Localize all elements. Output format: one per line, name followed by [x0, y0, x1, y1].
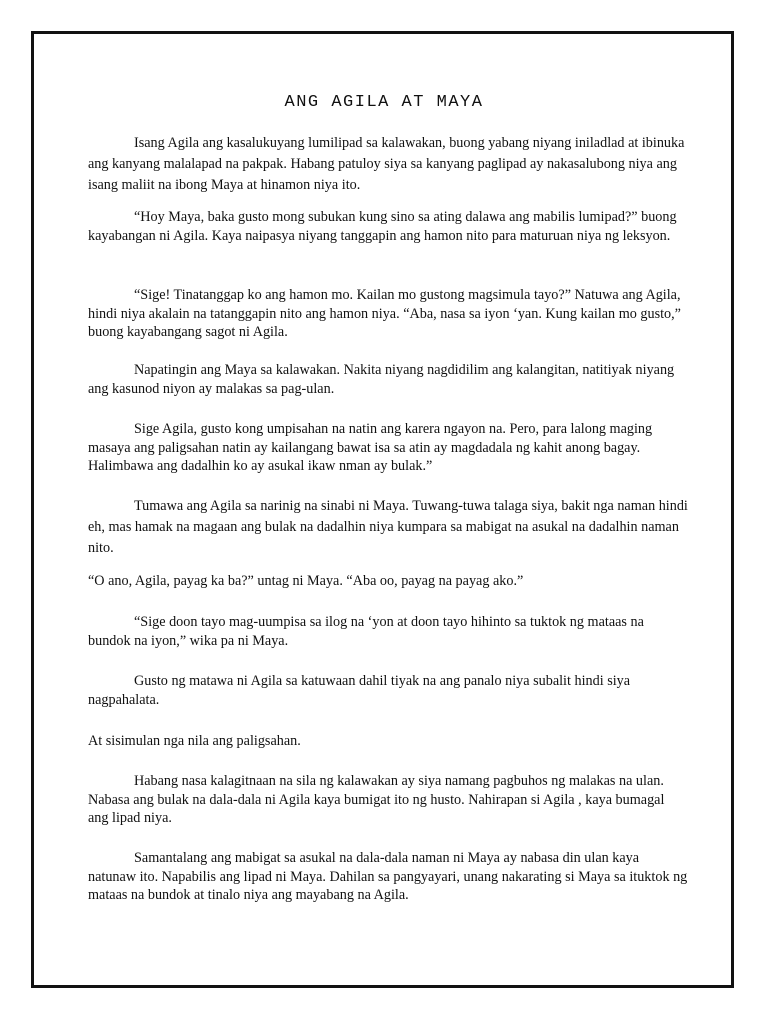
story-title: ANG AGILA AT MAYA — [284, 93, 484, 112]
paragraph-10: At sisimulan nga nila ang paligsahan. — [88, 733, 301, 749]
paragraph-4: Napatingin ang Maya sa kalawakan. Nakita niyang nagdidilim ang kalangitan, natitiyak niyang ang kasunod niyon ay malakas sa pag-ulan. — [88, 362, 675, 397]
paragraph-6: Tumawa ang Agila sa narinig na sinabi ni Maya. Tuwang-tuwa talaga siya, bakit nga naman hindi eh, mas hamak na magaan ang bulak na dadalhin niya kumpara sa mabigat na asukal na dadalhin naman nito. — [88, 498, 688, 556]
paragraph-2: “Hoy Maya, baka gusto mong subukan kung sino sa ating dalawa ang mabilis lumipad?” buong kayabangan ni Agila. Kaya naipasya niyang tanggapin ang hamon nito para maturuan niya ng leksyon. — [88, 209, 677, 244]
paragraph-11: Habang nasa kalagitnaan na sila ng kalawakan ay siya namang pagbuhos ng malakas na ulan. Nabasa ang bulak na dala-dala ni Agila kaya bumigat ito ng husto. Nahirapan si Agila , kaya bumagal ang lipad niya. — [88, 773, 665, 826]
paragraph-1: Isang Agila ang kasalukuyang lumilipad sa kalawakan, buong yabang niyang iniladlad at ibinuka ang kanyang malalapad na pakpak. Habang patuloy siya sa kanyang paglipad ay nakasalubong niya ang isang maliit na ibong Maya at hinamon niya ito. — [88, 135, 685, 193]
paragraph-7: “O ano, Agila, payag ka ba?” untag ni Maya. “Aba oo, payag na payag ako.” — [88, 573, 524, 589]
paragraph-3: “Sige! Tinatanggap ko ang hamon mo. Kailan mo gustong magsimula tayo?” Natuwa ang Agila, hindi niya akalain na tatanggapin nito ang hamon niya. “Aba, nasa sa iyon ‘yan. Kung kailan mo gusto,” buong kayabangang sagot ni Agila. — [88, 287, 681, 340]
paragraph-8: “Sige doon tayo mag-uumpisa sa ilog na ‘yon at doon tayo hihinto sa tuktok ng mataas na bundok na iyon,” wika pa ni Maya. — [88, 614, 644, 649]
paragraph-12: Samantalang ang mabigat sa asukal na dala-dala naman ni Maya ay nabasa din ulan kaya natunaw ito. Napabilis ang lipad ni Maya. Dahilan sa pangyayari, unang nakarating si Maya sa ituktok ng mataas na bundok at tinalo niya ang mayabang na Agila. — [88, 850, 688, 903]
paragraph-5: Sige Agila, gusto kong umpisahan na natin ang karera ngayon na. Pero, para lalong maging masaya ang paligsahan natin ay kailangang bawat isa sa atin ay magdadala ng kahit anong bagay. Halimbawa ang dadalhin ko ay asukal ikaw nman ay bulak.” — [88, 421, 653, 474]
paragraph-9: Gusto ng matawa ni Agila sa katuwaan dahil tiyak na ang panalo niya subalit hindi siya nagpahalata. — [88, 673, 631, 708]
